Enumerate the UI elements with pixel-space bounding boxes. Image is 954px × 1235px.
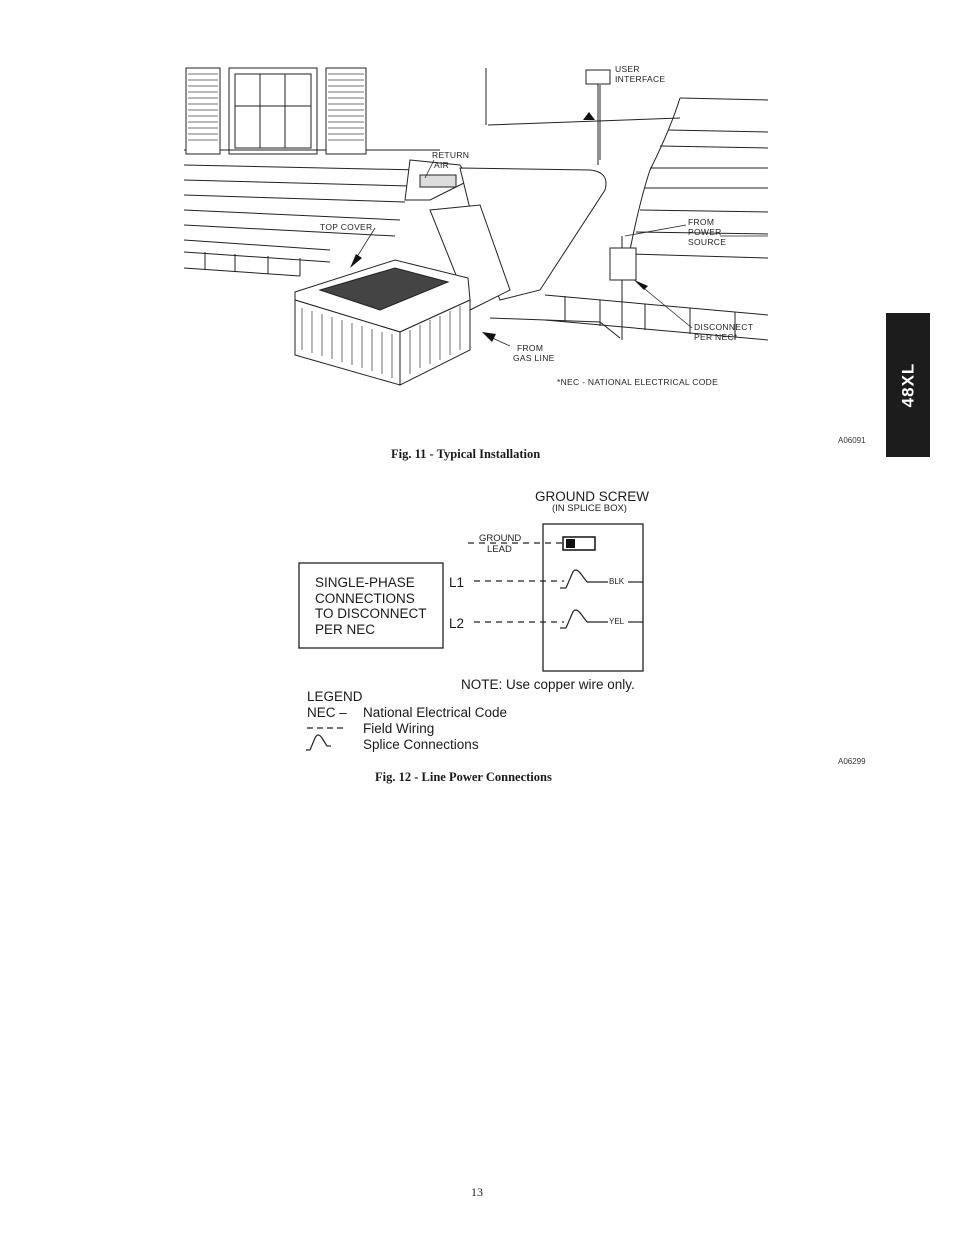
fig11-caption: Fig. 11 - Typical Installation [391,447,541,461]
label-top-cover: TOP COVER [320,222,373,232]
l2-label: L2 [449,616,465,631]
note-copper-wire: NOTE: Use copper wire only. [461,677,635,692]
fig11-code: A06091 [838,436,866,445]
label-from-power-source: FROM POWER SOURCE [688,217,727,247]
fig12-caption: Fig. 12 - Line Power Connections [375,770,552,784]
page-number: 13 [471,1185,483,1199]
in-splice-box-label: (IN SPLICE BOX) [552,503,627,514]
splice-connectors [560,570,643,628]
label-from-gas-line: FROM GAS LINE [513,343,555,363]
label-user-interface: USER INTERFACE [615,64,666,84]
legend-field-wiring: Field Wiring [363,721,435,736]
l1-label: L1 [449,575,465,590]
fig12-code: A06299 [838,757,866,766]
legend-nec-abbr: NEC – [307,705,347,720]
connections-label: SINGLE-PHASE CONNECTIONS TO DISCONNECT PER NEC [315,575,427,637]
ground-screw-head [566,539,575,548]
ground-lead-label: GROUND LEAD [479,533,522,555]
legend-splice: Splice Connections [363,737,479,752]
ground-screw-label: GROUND SCREW [535,489,649,504]
side-tab-label: 48XL [898,362,918,408]
nec-footnote: *NEC - NATIONAL ELECTRICAL CODE [557,377,719,387]
legend-symbols [306,728,343,750]
label-disconnect-per-nec: DISCONNECT PER NEC* [694,322,754,342]
legend-nec-text: National Electrical Code [363,705,508,720]
blk-label: BLK [609,577,625,586]
legend-title: LEGEND [307,689,363,704]
label-return-air: RETURN AIR [432,150,470,170]
yel-label: YEL [609,617,625,626]
